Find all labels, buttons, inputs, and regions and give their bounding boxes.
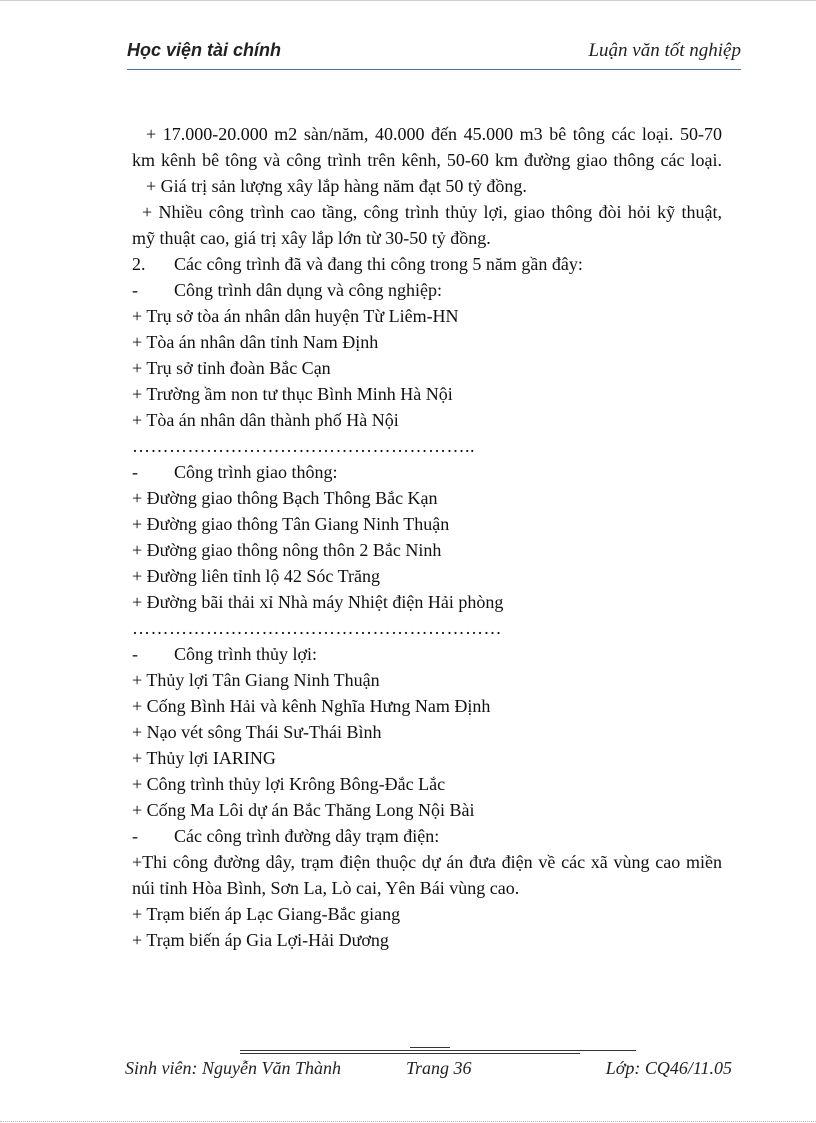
highrise-line-2: mỹ thuật cao, giá trị xây lắp lớn từ 30-50 tỷ đồng. bbox=[132, 228, 491, 248]
page-footer bbox=[125, 1058, 732, 1084]
list-item: + Đường giao thông Tân Giang Ninh Thuận bbox=[132, 514, 450, 534]
transport-ellipsis: …………………………………………………… bbox=[132, 618, 502, 638]
header-document-type: Luận văn tốt nghiệp bbox=[588, 40, 741, 61]
footer-page-number: Trang 36 bbox=[406, 1058, 472, 1078]
irrigation-title: Công trình thủy lợi: bbox=[174, 644, 318, 664]
list-item: + Đường giao thông Bạch Thông Bắc Kạn bbox=[132, 488, 438, 508]
transport-title: Công trình giao thông: bbox=[174, 462, 338, 482]
civil-title: Công trình dân dụng và công nghiệp: bbox=[174, 280, 442, 300]
list-item: + Trạm biến áp Gia Lợi-Hải Dương bbox=[132, 930, 389, 950]
irrigation-heading bbox=[132, 641, 722, 667]
list-item: + Công trình thủy lợi Krông Bông-Đắc Lắc bbox=[132, 774, 446, 794]
list-item: + Đường liên tỉnh lộ 42 Sóc Trăng bbox=[132, 566, 380, 586]
page-bottom-edge bbox=[0, 1121, 816, 1122]
page-body bbox=[132, 121, 722, 953]
list-item: + Trụ sở tỉnh đoàn Bắc Cạn bbox=[132, 358, 331, 378]
header-rule bbox=[127, 69, 741, 70]
list-item: + Đường giao thông nông thôn 2 Bắc Ninh bbox=[132, 540, 442, 560]
page-top-edge bbox=[0, 0, 816, 1]
irrigation-marker: - bbox=[132, 644, 138, 664]
list-item: + Nạo vét sông Thái Sư-Thái Bình bbox=[132, 722, 382, 742]
section-2-title: Các công trình đã và đang thi công trong 5 năm gần đây: bbox=[174, 254, 583, 274]
list-item: + Cống Bình Hải và kênh Nghĩa Hưng Nam Định bbox=[132, 696, 491, 716]
footer-student: Sinh viên: Nguyễn Văn Thành bbox=[125, 1058, 341, 1078]
transport-marker: - bbox=[132, 462, 138, 482]
list-item: + Tòa án nhân dân tỉnh Nam Định bbox=[132, 332, 379, 352]
power-heading bbox=[132, 823, 722, 849]
section-2-number: 2. bbox=[132, 254, 146, 274]
list-item: + Trụ sở tòa án nhân dân huyện Từ Liêm-HN bbox=[132, 306, 459, 326]
power-marker: - bbox=[132, 826, 138, 846]
power-desc-line-1: +Thi công đường dây, trạm điện thuộc dự án đưa điện về các xã vùng cao miền bbox=[132, 852, 722, 872]
footer-class: Lớp: CQ46/11.05 bbox=[605, 1058, 732, 1078]
list-item: + Thủy lợi IARING bbox=[132, 748, 276, 768]
page-header bbox=[127, 38, 741, 72]
list-item: + Cống Ma Lôi dự án Bắc Thăng Long Nội Bài bbox=[132, 800, 475, 820]
footer-rule-short bbox=[410, 1047, 450, 1048]
civil-heading bbox=[132, 277, 722, 303]
list-item: + Đường bãi thải xỉ Nhà máy Nhiệt điện Hải phòng bbox=[132, 592, 504, 612]
civil-marker: - bbox=[132, 280, 138, 300]
header-institution: Học viện tài chính bbox=[127, 40, 282, 60]
list-item: + Thủy lợi Tân Giang Ninh Thuận bbox=[132, 670, 380, 690]
footer-rule-long bbox=[240, 1050, 636, 1051]
footer-rule-mid bbox=[240, 1053, 580, 1054]
civil-ellipsis: ……………………………………………….. bbox=[132, 436, 475, 456]
capacity-line-2: km kênh bê tông và công trình trên kênh, 50-60 km đường giao thông các loại. bbox=[132, 150, 722, 170]
list-item: + Trạm biến áp Lạc Giang-Bắc giang bbox=[132, 904, 401, 924]
highrise-line-1: + Nhiều công trình cao tầng, công trình thủy lợi, giao thông đòi hỏi kỹ thuật, bbox=[142, 202, 722, 222]
list-item: + Tòa án nhân dân thành phố Hà Nội bbox=[132, 410, 399, 430]
transport-heading bbox=[132, 459, 722, 485]
power-title: Các công trình đường dây trạm điện: bbox=[174, 826, 440, 846]
capacity-line-1: + 17.000-20.000 m2 sàn/năm, 40.000 đến 45.000 m3 bê tông các loại. 50-70 bbox=[146, 124, 722, 144]
power-desc-line-2: núi tỉnh Hòa Bình, Sơn La, Lò cai, Yên Bái vùng cao. bbox=[132, 878, 520, 898]
section-2-heading bbox=[132, 251, 722, 277]
list-item: + Trường ầm non tư thục Bình Minh Hà Nội bbox=[132, 384, 453, 404]
output-line: + Giá trị sản lượng xây lắp hàng năm đạt 50 tỷ đồng. bbox=[146, 176, 527, 196]
